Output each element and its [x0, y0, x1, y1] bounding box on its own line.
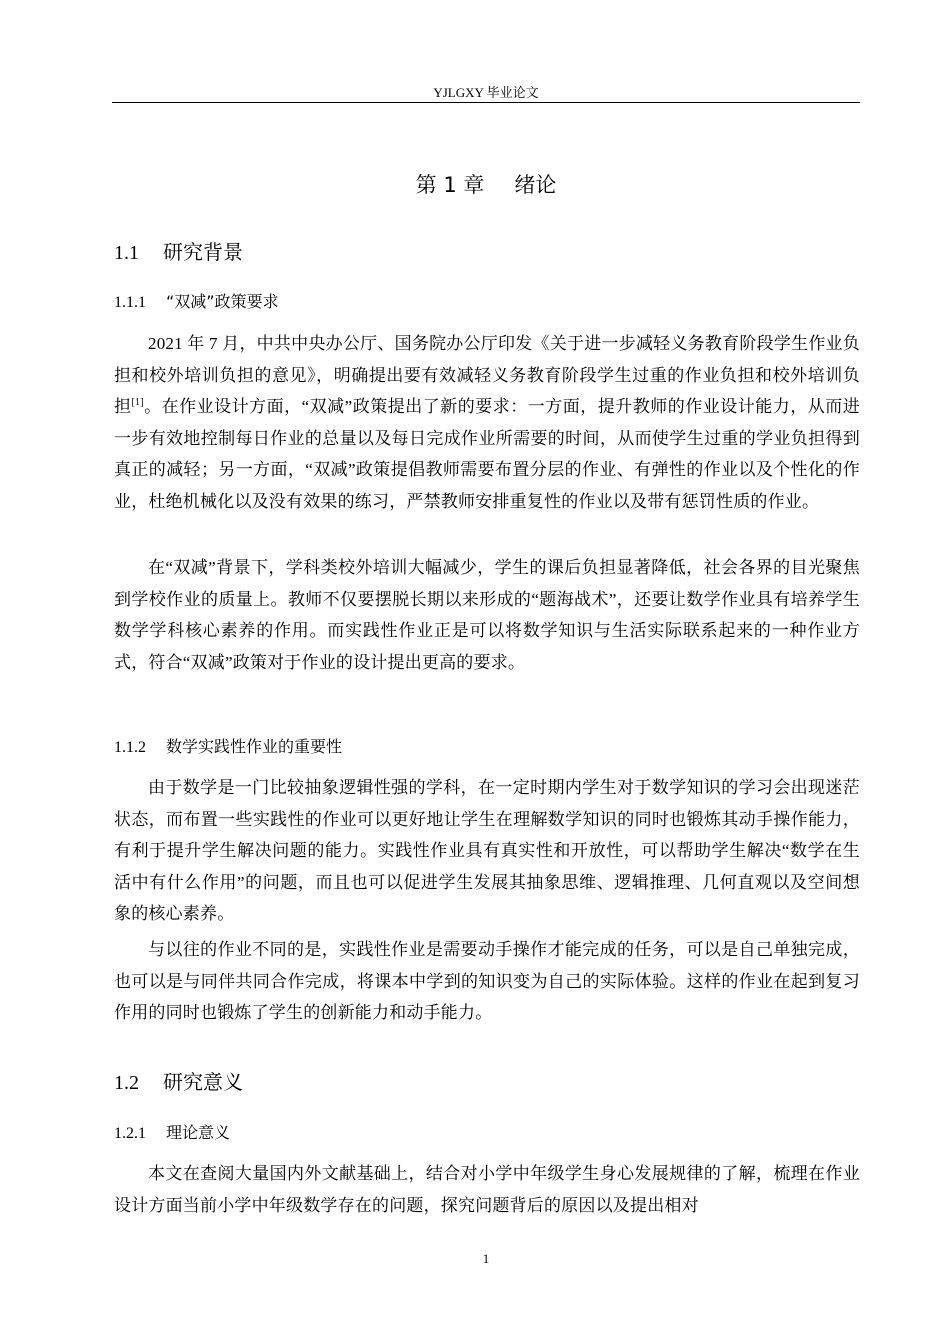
section-title: 研究背景 [163, 240, 243, 264]
section-heading-1-1 [114, 238, 243, 267]
paragraph-3: 由于数学是一门比较抽象逻辑性强的学科，在一定时期内学生对于数学知识的学习会出现迷茫状态，而布置一些实践性的作业可以更好地让学生在理解数学知识的同时也锻炼其动手操作能力，有利于提升学生解决问题的能力。实践性作业具有真实性和开放性，可以帮助学生解决“数学在生活中有什么作用”的问题，而且也可以促进学生发展其抽象思维、逻辑推理、几何直观以及空间想象的核心素养。 [114, 778, 860, 923]
citation-ref: [1] [131, 397, 144, 408]
chapter-number: 第 1 章 [415, 173, 485, 197]
subsection-number: 1.1.2 [114, 739, 146, 756]
subsection-title: “双减”政策要求 [166, 292, 279, 311]
section-heading-1-2 [114, 1068, 243, 1097]
paragraph-1 [114, 328, 860, 517]
section-number: 1.2 [114, 1072, 139, 1094]
subsection-title: 数学实践性作业的重要性 [166, 737, 343, 756]
subsection-heading-1-1-2 [114, 735, 342, 760]
section-number: 1.1 [114, 242, 139, 264]
paragraph-1-text-a: 2021 年 7 月，中共中央办公厅、国务院办公厅印发《关于进一步减轻义务教育阶段学生作业负担和校外培训负担的意见》，明确提出要有效减轻义务教育阶段学生过重的作业负担和校外培训负担 [114, 334, 860, 416]
chapter-heading [112, 170, 860, 200]
subsection-number: 1.2.1 [114, 1125, 146, 1142]
paragraph-1-text-b: 。在作业设计方面，“双减”政策提出了新的要求：一方面，提升教师的作业设计能力，从而进一步有效地控制每日作业的总量以及每日完成作业所需要的时间，从而使学生过重的学业负担得到真正的减轻；另一方面，“双减”政策提倡教师需要布置分层的作业、有弹性的作业以及个性化的作业，杜绝机械化以及没有效果的练习，严禁教师安排重复性的作业以及带有惩罚性质的作业。 [114, 397, 860, 511]
subsection-number: 1.1.1 [114, 294, 146, 311]
page-number: 1 [482, 1251, 490, 1266]
section-title: 研究意义 [163, 1070, 243, 1094]
subsection-title: 理论意义 [166, 1123, 231, 1142]
header-divider [112, 102, 860, 103]
subsection-heading-1-1-1 [114, 290, 279, 315]
running-header: YJLGXY 毕业论文 [433, 85, 539, 100]
chapter-title: 绪论 [514, 173, 557, 197]
paragraph-2: 在“双减”背景下，学科类校外培训大幅减少，学生的课后负担显著降低，社会各界的目光聚焦到学校作业的质量上。教师不仅要摆脱长期以来形成的“题海战术”，还要让数学作业具有培养学生数学学科核心素养的作用。而实践性作业正是可以将数学知识与生活实际联系起来的一种作业方式，符合“双减”政策对于作业的设计提出更高的要求。 [114, 558, 860, 672]
paragraph-5: 本文在查阅大量国内外文献基础上，结合对小学中年级学生身心发展规律的了解，梳理在作业设计方面当前小学中年级数学存在的问题，探究问题背后的原因以及提出相对 [114, 1164, 860, 1215]
paragraph-4: 与以往的作业不同的是，实践性作业是需要动手操作才能完成的任务，可以是自己单独完成，也可以是与同伴共同合作完成，将课本中学到的知识变为自己的实际体验。这样的作业在起到复习作用的同时也锻炼了学生的创新能力和动手能力。 [114, 940, 860, 1022]
subsection-heading-1-2-1 [114, 1121, 230, 1146]
